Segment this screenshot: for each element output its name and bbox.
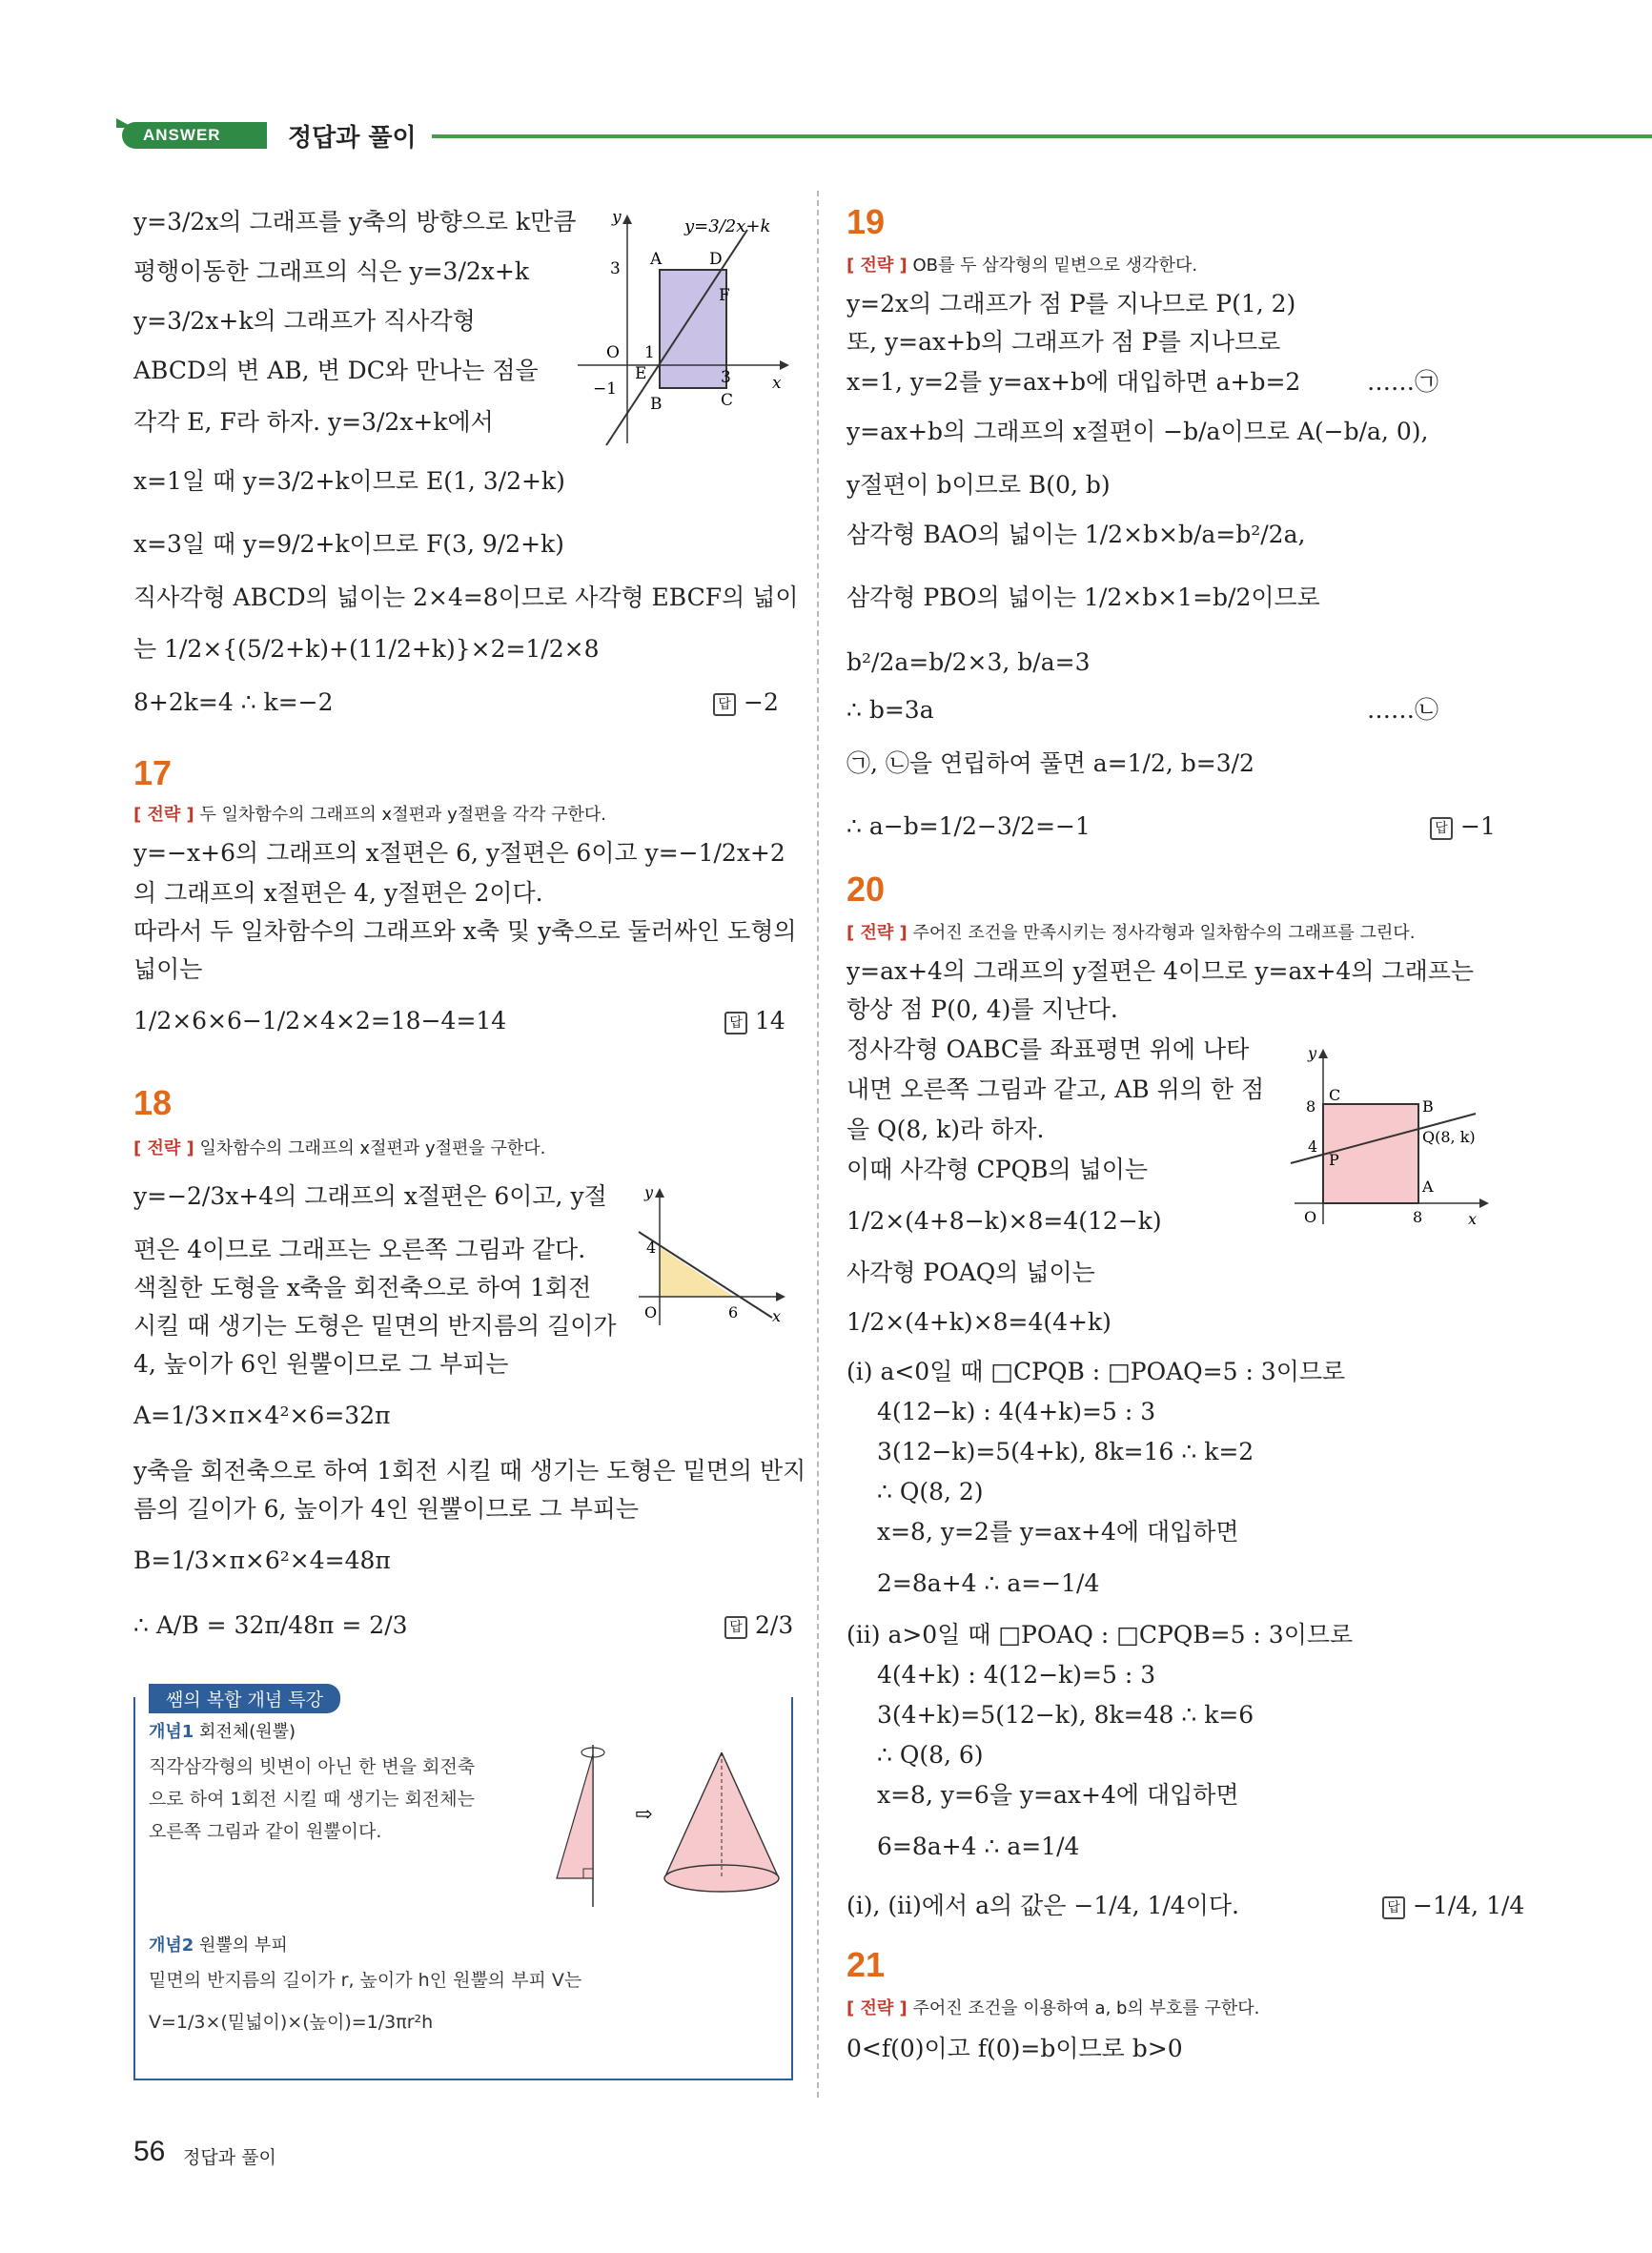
p17-line-2: 의 그래프의 x절편은 4, y절편은 2이다. (133, 879, 543, 907)
p20-line-17: 4(4+k) : 4(12−k)=5 : 3 (877, 1661, 1156, 1689)
p20-line-16: (ⅱ) a>0일 때 □POAQ : □CPQB=5 : 3이므로 (846, 1621, 1354, 1649)
answer-mark-icon: 답 (713, 693, 736, 716)
label-f: F (719, 286, 730, 305)
label-c: C (1329, 1086, 1341, 1104)
answer-mark-icon: 답 (1382, 1896, 1405, 1919)
page-header (122, 116, 1652, 154)
concept-1-line-3: 오른쪽 그림과 같이 원뿔이다. (149, 1821, 382, 1842)
footer-label: 정답과 풀이 (183, 2147, 276, 2168)
y-label: y (1308, 1044, 1317, 1062)
tick-y-8: 8 (1306, 1097, 1316, 1116)
arrow-icon: ⇨ (635, 1803, 653, 1827)
problem-17-strategy: [ 전략 ] 두 일차함수의 그래프의 x절편과 y절편을 각각 구한다. (133, 805, 607, 825)
p20-graph (1285, 1037, 1504, 1228)
tick-x-3: 3 (721, 368, 731, 387)
y-label: y (644, 1183, 654, 1201)
problem-17-number: 17 (133, 753, 173, 792)
tick-x-8: 8 (1413, 1208, 1423, 1226)
p20-line-18: 3(4+k)=5(12−k), 8k=48 ∴ k=6 (877, 1701, 1254, 1729)
p18-line-8: 름의 길이가 6, 높이가 4인 원뿔이므로 그 부피는 (133, 1495, 640, 1523)
p19-answer: 답 −1 (1430, 812, 1496, 840)
p19-line-10: ㉠, ㉡을 연립하여 풀면 a=1/2, b=3/2 (846, 749, 1254, 777)
x-label: x (1468, 1210, 1478, 1228)
p17-line-3: 따라서 두 일차함수의 그래프와 x축 및 y축으로 둘러싸인 도형의 (133, 917, 797, 945)
p16-answer: 답 −2 (713, 688, 779, 716)
origin-label: O (606, 343, 620, 362)
line-graph (639, 1232, 772, 1318)
p20-line-22: (ⅰ), (ⅱ)에서 a의 값은 −1/4, 1/4이다. (846, 1892, 1239, 1919)
tick-y-minus1: −1 (593, 379, 618, 399)
p20-line-10: (ⅰ) a<0일 때 □CPQB : □POAQ=5 : 3이므로 (846, 1358, 1346, 1385)
p18-line-6: A=1/3×π×4²×6=32π (133, 1402, 391, 1429)
tick-4: 4 (646, 1239, 657, 1257)
p19-line-6: 삼각형 BAO의 넓이는 1/2×b×b/a=b²/2a, (846, 521, 1306, 548)
page-number: 56 (133, 2136, 166, 2167)
p18-line-10: ∴ A/B = 32π/48π = 2/3 (133, 1611, 408, 1639)
p20-line-8: 사각형 POAQ의 넓이는 (846, 1259, 1095, 1286)
p19-line-3: x=1, y=2를 y=ax+b에 대입하면 a+b=2 (846, 368, 1301, 396)
p19-line-4: y=ax+b의 그래프의 x절편이 −b/a이므로 A(−b/a, 0), (846, 418, 1429, 445)
problem-20-number: 20 (846, 870, 886, 909)
shaded-triangle (660, 1247, 734, 1297)
p20-line-5: 을 Q(8, k)라 하자. (846, 1116, 1045, 1143)
concept-tab: 쌤의 복합 개념 특강 (149, 1684, 340, 1713)
origin-label: O (1304, 1208, 1317, 1226)
label-p: P (1329, 1151, 1339, 1169)
rectangle-abcd (660, 270, 726, 388)
concept-2-line-1: 밑면의 반지름의 길이가 r, 높이가 h인 원뿔의 부피 V는 (149, 1970, 582, 1991)
p19-line-7: 삼각형 PBO의 넓이는 1/2×b×1=b/2이므로 (846, 584, 1320, 611)
p19-line-1: y=2x의 그래프가 점 P를 지나므로 P(1, 2) (846, 290, 1296, 317)
p20-line-9: 1/2×(4+k)×8=4(4+k) (846, 1308, 1112, 1336)
p18-line-9: B=1/3×π×6²×4=48π (133, 1546, 391, 1574)
p18-answer: 답 2/3 (724, 1611, 793, 1639)
p16-line-7: x=3일 때 y=9/2+k이므로 F(3, 9/2+k) (133, 530, 564, 558)
label-q: Q(8, k) (1422, 1128, 1476, 1146)
label-b: B (650, 395, 663, 414)
origin-label: O (644, 1303, 658, 1321)
problem-19-number: 19 (846, 202, 886, 241)
tick-x-1: 1 (644, 343, 655, 362)
p20-line-14: x=8, y=2를 y=ax+4에 대입하면 (877, 1518, 1239, 1546)
x-label: x (772, 374, 782, 393)
label-b: B (1422, 1097, 1434, 1116)
problem-18-number: 18 (133, 1083, 173, 1122)
p19-mark-1: ……㉠ (1367, 368, 1439, 396)
x-axis-arrow (1479, 1198, 1489, 1208)
tick-6: 6 (728, 1303, 739, 1321)
graph-eq-label: y=3/2x+k (684, 216, 771, 236)
concept-1-line-2: 으로 하여 1회전 시킬 때 생기는 회전체는 (149, 1789, 475, 1810)
y-label: y (612, 208, 622, 227)
p18-line-3: 색칠한 도형을 x축을 회전축으로 하여 1회전 (133, 1274, 592, 1301)
p20-line-2: 항상 점 P(0, 4)를 지난다. (846, 995, 1118, 1023)
p19-line-2: 또, y=ax+b의 그래프가 점 P를 지나므로 (846, 328, 1281, 356)
tick-y-3: 3 (610, 259, 621, 278)
problem-19-strategy: [ 전략 ] OB를 두 삼각형의 밑변으로 생각한다. (846, 256, 1198, 276)
answer-badge-label: ANSWER (143, 126, 221, 144)
label-a: A (650, 250, 663, 269)
p16-line-1: y=3/2x의 그래프를 y축의 방향으로 k만큼 (133, 208, 577, 236)
p19-line-9: ∴ b=3a (846, 696, 934, 724)
p18-line-4: 시킬 때 생기는 도형은 밑면의 반지름의 길이가 (133, 1312, 617, 1340)
p19-mark-2: ……㉡ (1367, 696, 1439, 724)
p20-line-1: y=ax+4의 그래프의 y절편은 4이므로 y=ax+4의 그래프는 (846, 957, 1475, 985)
answer-mark-icon: 답 (724, 1012, 747, 1034)
p18-line-5: 4, 높이가 6인 원뿔이므로 그 부피는 (133, 1350, 509, 1378)
x-axis-arrow (780, 360, 789, 370)
p16-line-2: 평행이동한 그래프의 식은 y=3/2x+k (133, 257, 529, 285)
p20-line-7: 1/2×(4+8−k)×8=4(12−k) (846, 1207, 1162, 1235)
p17-answer: 답 14 (724, 1007, 785, 1034)
column-separator (817, 191, 819, 2098)
p16-line-6: x=1일 때 y=3/2+k이므로 E(1, 3/2+k) (133, 467, 565, 495)
problem-18-strategy: [ 전략 ] 일차함수의 그래프의 x절편과 y절편을 구한다. (133, 1138, 546, 1158)
y-axis-arrow (655, 1188, 664, 1198)
p20-line-21: 6=8a+4 ∴ a=1/4 (877, 1833, 1080, 1860)
label-d: D (709, 250, 723, 269)
header-rule (432, 134, 1652, 138)
p16-line-9: 는 1/2×{(5/2+k)+(11/2+k)}×2=1/2×8 (133, 635, 600, 663)
cone-illustration (536, 1735, 784, 1916)
p16-graph (578, 205, 797, 453)
p19-line-8: b²/2a=b/2×3, b/a=3 (846, 648, 1091, 676)
p20-line-3: 정사각형 OABC를 좌표평면 위에 나타 (846, 1035, 1250, 1063)
p20-line-4: 내면 오른쪽 그림과 같고, AB 위의 한 점 (846, 1075, 1265, 1103)
p20-answer: 답 −1/4, 1/4 (1382, 1892, 1524, 1919)
p18-line-1: y=−2/3x+4의 그래프의 x절편은 6이고, y절 (133, 1182, 607, 1210)
p19-line-11: ∴ a−b=1/2−3/2=−1 (846, 812, 1091, 840)
p17-line-4: 넓이는 (133, 955, 203, 983)
p20-line-12: 3(12−k)=5(4+k), 8k=16 ∴ k=2 (877, 1438, 1254, 1465)
p17-line-5: 1/2×6×6−1/2×4×2=18−4=14 (133, 1007, 507, 1034)
p19-line-5: y절편이 b이므로 B(0, b) (846, 471, 1111, 499)
p18-line-2: 편은 4이므로 그래프는 오른쪽 그림과 같다. (133, 1236, 586, 1263)
p20-line-15: 2=8a+4 ∴ a=−1/4 (877, 1569, 1100, 1597)
p16-line-8: 직사각형 ABCD의 넓이는 2×4=8이므로 사각형 EBCF의 넓이 (133, 584, 799, 611)
p20-line-11: 4(12−k) : 4(4+k)=5 : 3 (877, 1398, 1156, 1425)
y-axis-arrow (622, 215, 632, 224)
p20-line-6: 이때 사각형 CPQB의 넓이는 (846, 1156, 1149, 1183)
p20-line-20: x=8, y=6을 y=ax+4에 대입하면 (877, 1781, 1239, 1809)
header-title: 정답과 풀이 (288, 124, 417, 153)
label-a: A (1422, 1178, 1434, 1196)
label-c: C (721, 391, 734, 410)
x-label: x (772, 1307, 782, 1325)
p16-line-10: 8+2k=4 ∴ k=−2 (133, 688, 334, 716)
answer-mark-icon: 답 (724, 1616, 747, 1639)
p16-line-5: 각각 E, F라 하자. y=3/2x+k에서 (133, 408, 494, 436)
p20-line-13: ∴ Q(8, 2) (877, 1478, 984, 1505)
label-e: E (635, 364, 647, 383)
concept-1-line-1: 직각삼각형의 빗변이 아닌 한 변을 회전축 (149, 1756, 476, 1777)
tick-y-4: 4 (1308, 1137, 1318, 1156)
x-axis-arrow (776, 1292, 785, 1301)
p16-line-4: ABCD의 변 AB, 변 DC와 만나는 점을 (133, 357, 539, 384)
answer-badge (122, 122, 267, 149)
problem-21-number: 21 (846, 1945, 886, 1984)
p17-line-1: y=−x+6의 그래프의 x절편은 6, y절편은 6이고 y=−1/2x+2 (133, 839, 785, 867)
y-axis-arrow (1318, 1049, 1328, 1058)
concept-box (133, 1690, 793, 2080)
right-triangle (557, 1754, 593, 1878)
concept-2-line-2: V=1/3×(밑넓이)×(높이)=1/3πr²h (149, 2012, 434, 2033)
concept-1-heading: 개념1 회전체(원뿔) (149, 1722, 296, 1742)
problem-21-strategy: [ 전략 ] 주어진 조건을 이용하여 a, b의 부호를 구한다. (846, 1998, 1260, 2018)
problem-20-strategy: [ 전략 ] 주어진 조건을 만족시키는 정사각형과 일차함수의 그래프를 그린다. (846, 923, 1416, 943)
answer-mark-icon: 답 (1430, 817, 1453, 840)
p18-line-7: y축을 회전축으로 하여 1회전 시킬 때 생기는 도형은 밑면의 반지 (133, 1457, 806, 1485)
p20-line-19: ∴ Q(8, 6) (877, 1741, 984, 1769)
p16-line-3: y=3/2x+k의 그래프가 직사각형 (133, 307, 476, 335)
p18-graph (629, 1182, 791, 1335)
concept-2-heading: 개념2 원뿔의 부피 (149, 1936, 288, 1956)
p21-line-1: 0<f(0)이고 f(0)=b이므로 b>0 (846, 2035, 1183, 2062)
